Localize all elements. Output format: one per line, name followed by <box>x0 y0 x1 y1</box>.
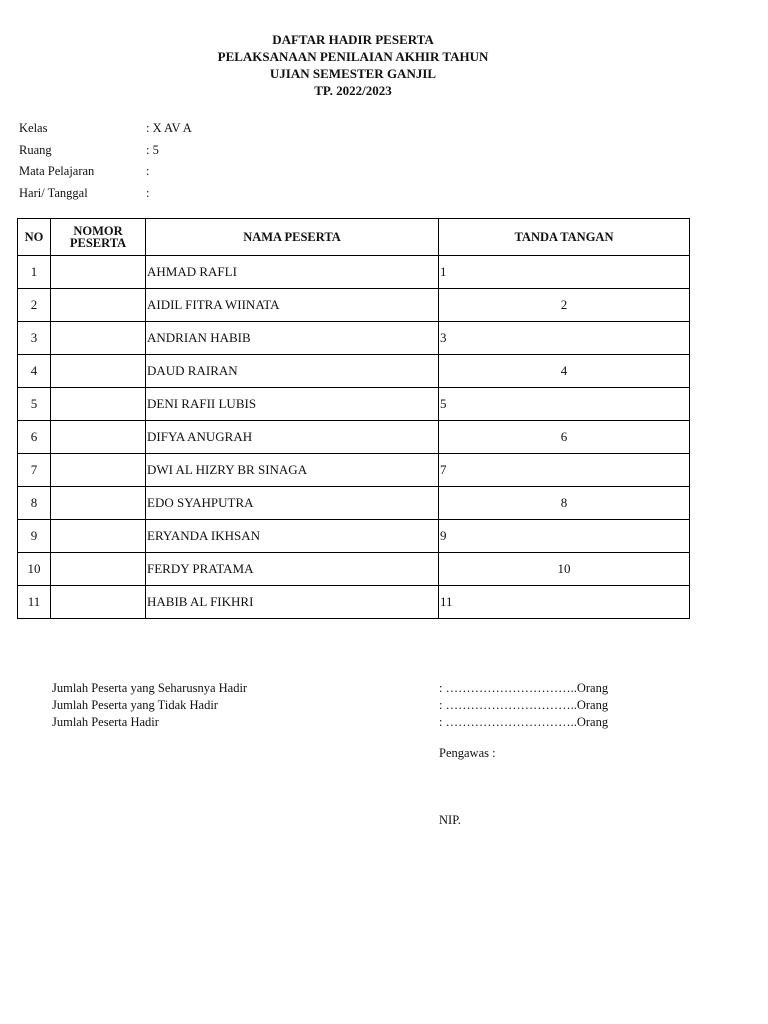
summary-value-present[interactable]: : …………………………..Orang <box>439 715 609 729</box>
cell-nomor-peserta[interactable] <box>51 289 146 322</box>
document-header <box>0 31 706 99</box>
cell-signature[interactable]: 5 <box>439 388 690 421</box>
table-header-row <box>18 219 690 256</box>
cell-no: 4 <box>18 355 51 388</box>
cell-nomor-peserta[interactable] <box>51 256 146 289</box>
summary-label-present: Jumlah Peserta Hadir <box>52 715 159 729</box>
attendance-table <box>17 218 690 619</box>
cell-signature[interactable]: 10 <box>439 553 690 586</box>
table-row <box>18 388 690 421</box>
cell-no: 7 <box>18 454 51 487</box>
cell-nama: DWI AL HIZRY BR SINAGA <box>146 454 439 487</box>
table-row <box>18 289 690 322</box>
header-nomor-peserta <box>51 219 146 256</box>
summary-value-expected[interactable]: : …………………………..Orang <box>439 681 609 695</box>
cell-nomor-peserta[interactable] <box>51 520 146 553</box>
cell-nama: ANDRIAN HABIB <box>146 322 439 355</box>
summary-labels <box>52 680 247 731</box>
header-no: NO <box>18 219 51 256</box>
info-value: : X AV A <box>146 121 192 135</box>
title-line-4: TP. 2022/2023 <box>314 83 392 98</box>
cell-signature[interactable]: 9 <box>439 520 690 553</box>
title-line-2: PELAKSANAAN PENILAIAN AKHIR TAHUN <box>217 49 489 64</box>
cell-no: 10 <box>18 553 51 586</box>
cell-no: 3 <box>18 322 51 355</box>
nip-label: NIP. <box>439 813 461 827</box>
cell-signature[interactable]: 8 <box>439 487 690 520</box>
header-nomor-line-2: PESERTA <box>69 236 127 250</box>
info-row-mata-pelajaran <box>19 161 192 183</box>
cell-nama: AHMAD RAFLI <box>146 256 439 289</box>
title-line-1: DAFTAR HADIR PESERTA <box>272 32 434 47</box>
table-row <box>18 454 690 487</box>
cell-no: 8 <box>18 487 51 520</box>
table-row <box>18 355 690 388</box>
cell-nama: FERDY PRATAMA <box>146 553 439 586</box>
title-line-3: UJIAN SEMESTER GANJIL <box>269 66 437 81</box>
cell-signature[interactable]: 11 <box>439 586 690 619</box>
cell-nomor-peserta[interactable] <box>51 322 146 355</box>
table-row <box>18 553 690 586</box>
cell-nama: EDO SYAHPUTRA <box>146 487 439 520</box>
cell-nomor-peserta[interactable] <box>51 388 146 421</box>
cell-no: 1 <box>18 256 51 289</box>
table-row <box>18 487 690 520</box>
cell-nama: AIDIL FITRA WIINATA <box>146 289 439 322</box>
cell-no: 5 <box>18 388 51 421</box>
cell-nama: DAUD RAIRAN <box>146 355 439 388</box>
cell-signature[interactable]: 4 <box>439 355 690 388</box>
cell-signature[interactable]: 6 <box>439 421 690 454</box>
info-row-ruang <box>19 140 192 162</box>
header-nomor-line-1: NOMOR <box>73 224 123 238</box>
info-label: Hari/ Tanggal <box>19 185 88 200</box>
cell-nomor-peserta[interactable] <box>51 421 146 454</box>
summary-label-expected: Jumlah Peserta yang Seharusnya Hadir <box>52 681 248 695</box>
table-row <box>18 586 690 619</box>
cell-nama: DENI RAFII LUBIS <box>146 388 439 421</box>
header-tanda-tangan: TANDA TANGAN <box>439 219 690 256</box>
info-value: : <box>146 185 150 200</box>
cell-nama: HABIB AL FIKHRI <box>146 586 439 619</box>
info-label: Kelas <box>19 121 48 135</box>
cell-signature[interactable]: 2 <box>439 289 690 322</box>
info-row-hari-tanggal <box>19 183 192 205</box>
cell-no: 11 <box>18 586 51 619</box>
info-value: : <box>146 164 150 178</box>
cell-nomor-peserta[interactable] <box>51 454 146 487</box>
table-row <box>18 520 690 553</box>
cell-no: 2 <box>18 289 51 322</box>
summary-label-absent: Jumlah Peserta yang Tidak Hadir <box>52 698 218 712</box>
cell-nomor-peserta[interactable] <box>51 586 146 619</box>
table-row <box>18 256 690 289</box>
cell-nomor-peserta[interactable] <box>51 553 146 586</box>
cell-signature[interactable]: 1 <box>439 256 690 289</box>
summary-value-absent[interactable]: : …………………………..Orang <box>439 698 609 712</box>
cell-nama: ERYANDA IKHSAN <box>146 520 439 553</box>
cell-no: 6 <box>18 421 51 454</box>
cell-nomor-peserta[interactable] <box>51 487 146 520</box>
info-value: : 5 <box>146 142 159 157</box>
info-label: Mata Pelajaran <box>19 164 95 178</box>
cell-no: 9 <box>18 520 51 553</box>
cell-nomor-peserta[interactable] <box>51 355 146 388</box>
pengawas-label: Pengawas : <box>439 746 496 760</box>
table-row <box>18 322 690 355</box>
exam-info <box>19 118 192 204</box>
cell-signature[interactable]: 7 <box>439 454 690 487</box>
info-label: Ruang <box>19 142 52 157</box>
summary-values <box>439 680 608 731</box>
header-nama-peserta: NAMA PESERTA <box>146 219 439 256</box>
cell-nama: DIFYA ANUGRAH <box>146 421 439 454</box>
cell-signature[interactable]: 3 <box>439 322 690 355</box>
info-row-kelas <box>19 118 192 140</box>
table-row <box>18 421 690 454</box>
